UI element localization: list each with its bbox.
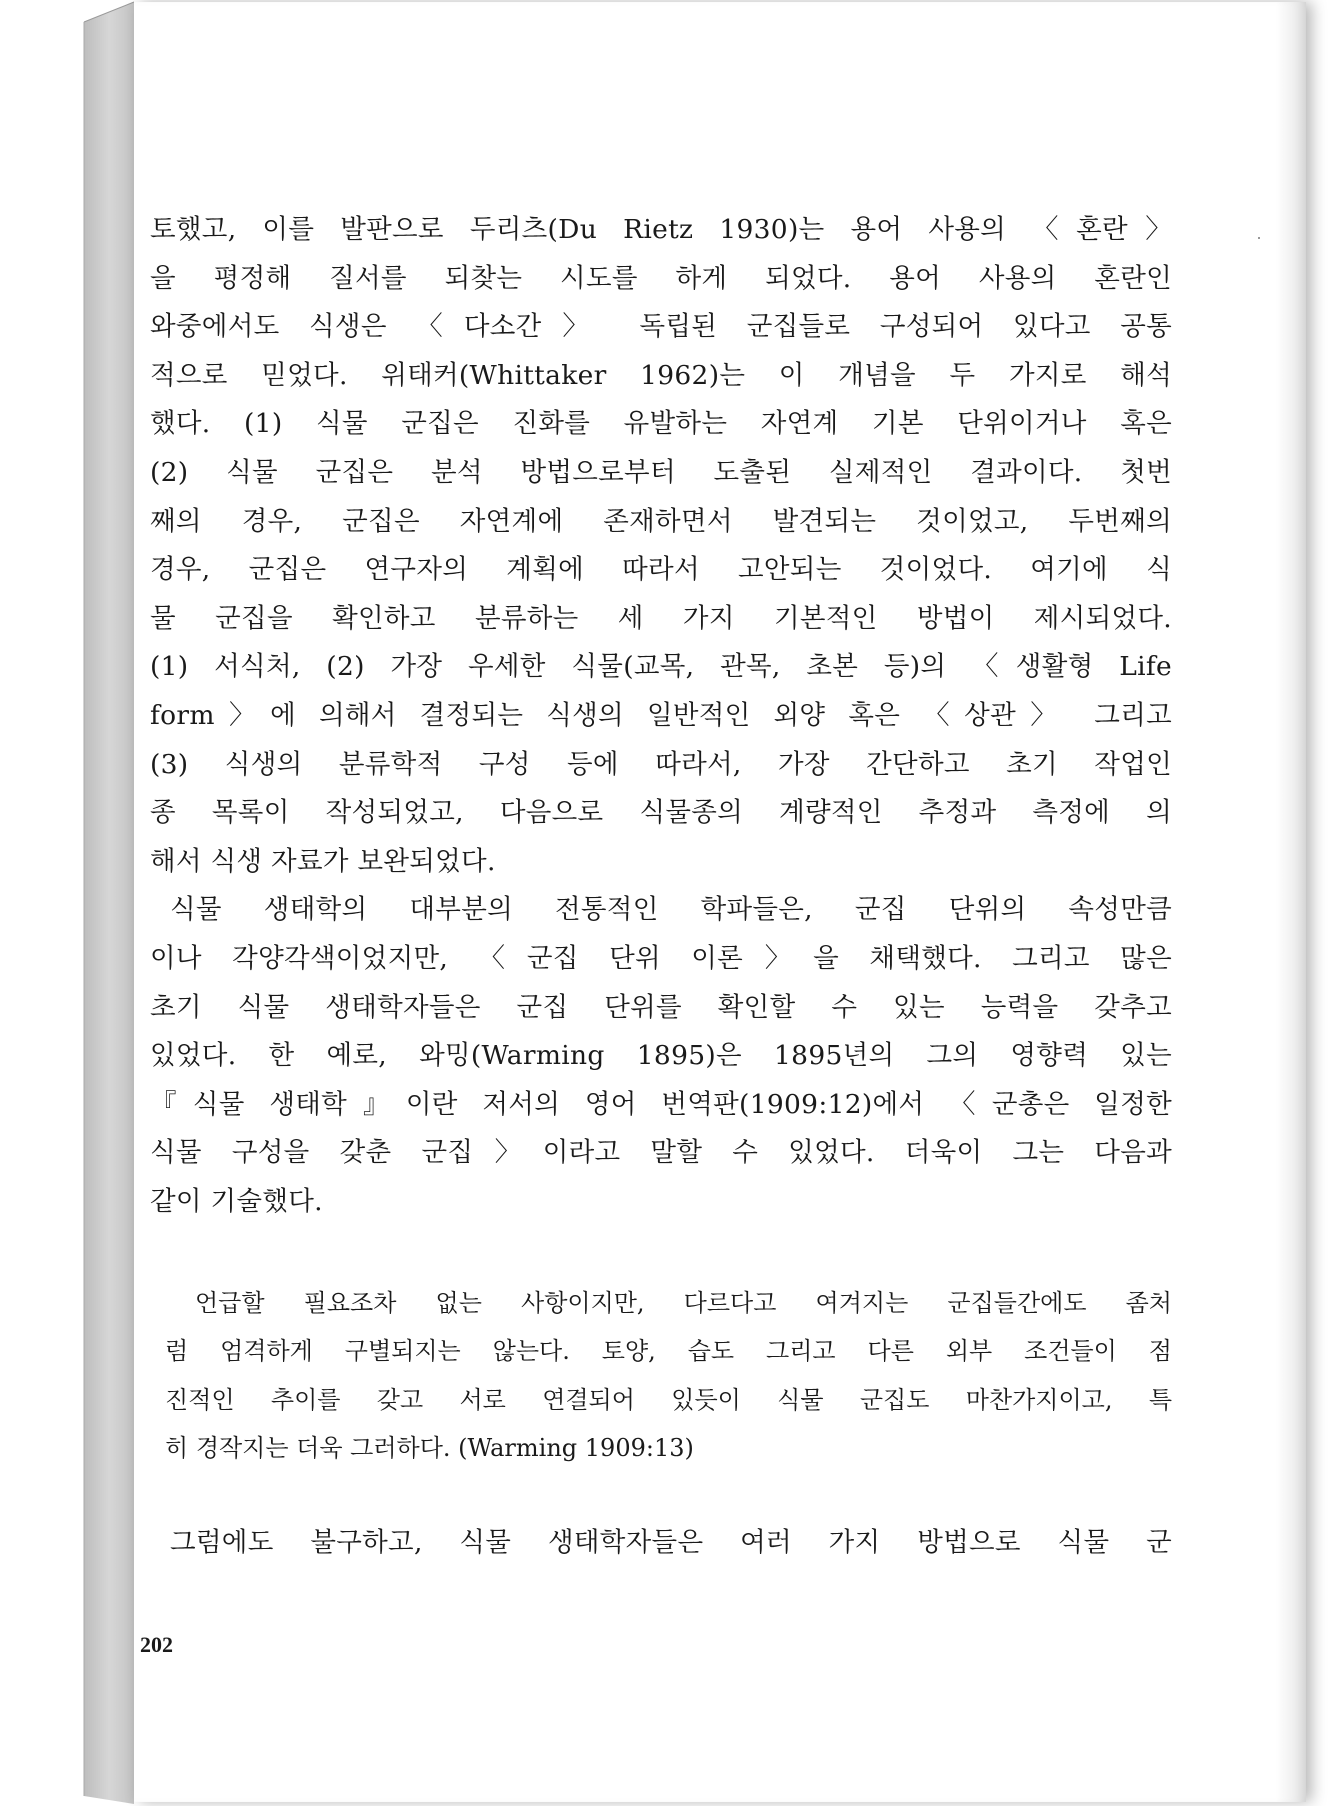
body-line: 토했고, 이를 발판으로 두리츠(Du Rietz 1930)는 용어 사용의 〈혼란〉 <box>150 214 1172 245</box>
block-quote <box>165 1279 1172 1473</box>
body-text-continued <box>150 1519 1172 1568</box>
quote-line: 히 경작지는 더욱 그러하다. (Warming 1909:13) <box>165 1434 694 1463</box>
body-text <box>150 206 1172 1226</box>
body-line: (2) 식물 군집은 분석 방법으로부터 도출된 실제적인 결과이다. 첫번 <box>150 456 1172 488</box>
page-number: 202 <box>140 1632 173 1657</box>
body-line: 초기 식물 생태학자들은 군집 단위를 확인할 수 있는 능력을 갖추고 <box>150 991 1172 1023</box>
body-line: (3) 식생의 분류학적 구성 등에 따라서, 가장 간단하고 초기 작업인 <box>150 748 1172 780</box>
quote-line: 진적인 추이를 갖고 서로 연결되어 있듯이 식물 군집도 마찬가지이고, 특 <box>165 1385 1172 1414</box>
body-line: 했다. (1) 식물 군집은 진화를 유발하는 자연계 기본 단위이거나 혹은 <box>150 408 1172 440</box>
body-line: 같이 기술했다. <box>150 1185 323 1217</box>
page-edge-shadow <box>1276 2 1306 1802</box>
body-line: 째의 경우, 군집은 자연계에 존재하면서 발견되는 것이었고, 두번째의 <box>150 505 1172 537</box>
body-line: 그럼에도 불구하고, 식물 생태학자들은 여러 가지 방법으로 식물 군 <box>170 1527 1172 1558</box>
body-line: 적으로 믿었다. 위태커(Whittaker 1962)는 이 개념을 두 가지로 해석 <box>150 359 1172 391</box>
body-line: 이나 각양각색이었지만, 〈군집 단위 이론〉을 채택했다. 그리고 많은 <box>150 942 1172 974</box>
body-line: 있었다. 한 예로, 와밍(Warming 1895)은 1895년의 그의 영향력 있는 <box>150 1040 1172 1072</box>
body-line: 『식물 생태학』이란 저서의 영어 번역판(1909:12)에서 〈군총은 일정한 <box>150 1088 1172 1120</box>
body-line: 종 목록이 작성되었고, 다음으로 식물종의 계량적인 추정과 측정에 의 <box>150 797 1172 829</box>
body-line: 식물 생태학의 대부분의 전통적인 학파들은, 군집 단위의 속성만큼 <box>170 894 1172 926</box>
body-line: form〉에 의해서 결정되는 식생의 일반적인 외양 혹은 〈상관〉 그리고 <box>150 699 1172 731</box>
body-line: 경우, 군집은 연구자의 계획에 따라서 고안되는 것이었다. 여기에 식 <box>150 554 1172 586</box>
body-line: 식물 구성을 갖춘 군집〉이라고 말할 수 있었다. 더욱이 그는 다음과 <box>150 1137 1172 1169</box>
quote-line: 언급할 필요조차 없는 사항이지만, 다르다고 여겨지는 군집들간에도 좀처 <box>195 1289 1172 1317</box>
scan-speck <box>1258 237 1260 239</box>
body-line: 물 군집을 확인하고 분류하는 세 가지 기본적인 방법이 제시되었다. <box>150 602 1172 634</box>
quote-line: 럼 엄격하게 구별되지는 않는다. 토양, 습도 그리고 다른 외부 조건들이 점 <box>165 1337 1172 1366</box>
body-line: 와중에서도 식생은 〈다소간〉 독립된 군집들로 구성되어 있다고 공통 <box>150 311 1172 343</box>
body-line: 을 평정해 질서를 되찾는 시도를 하게 되었다. 용어 사용의 혼란인 <box>150 262 1172 294</box>
body-line: (1) 서식처, (2) 가장 우세한 식물(교목, 관목, 초본 등)의 〈생활형 Life <box>150 651 1172 683</box>
body-line: 해서 식생 자료가 보완되었다. <box>150 845 496 877</box>
